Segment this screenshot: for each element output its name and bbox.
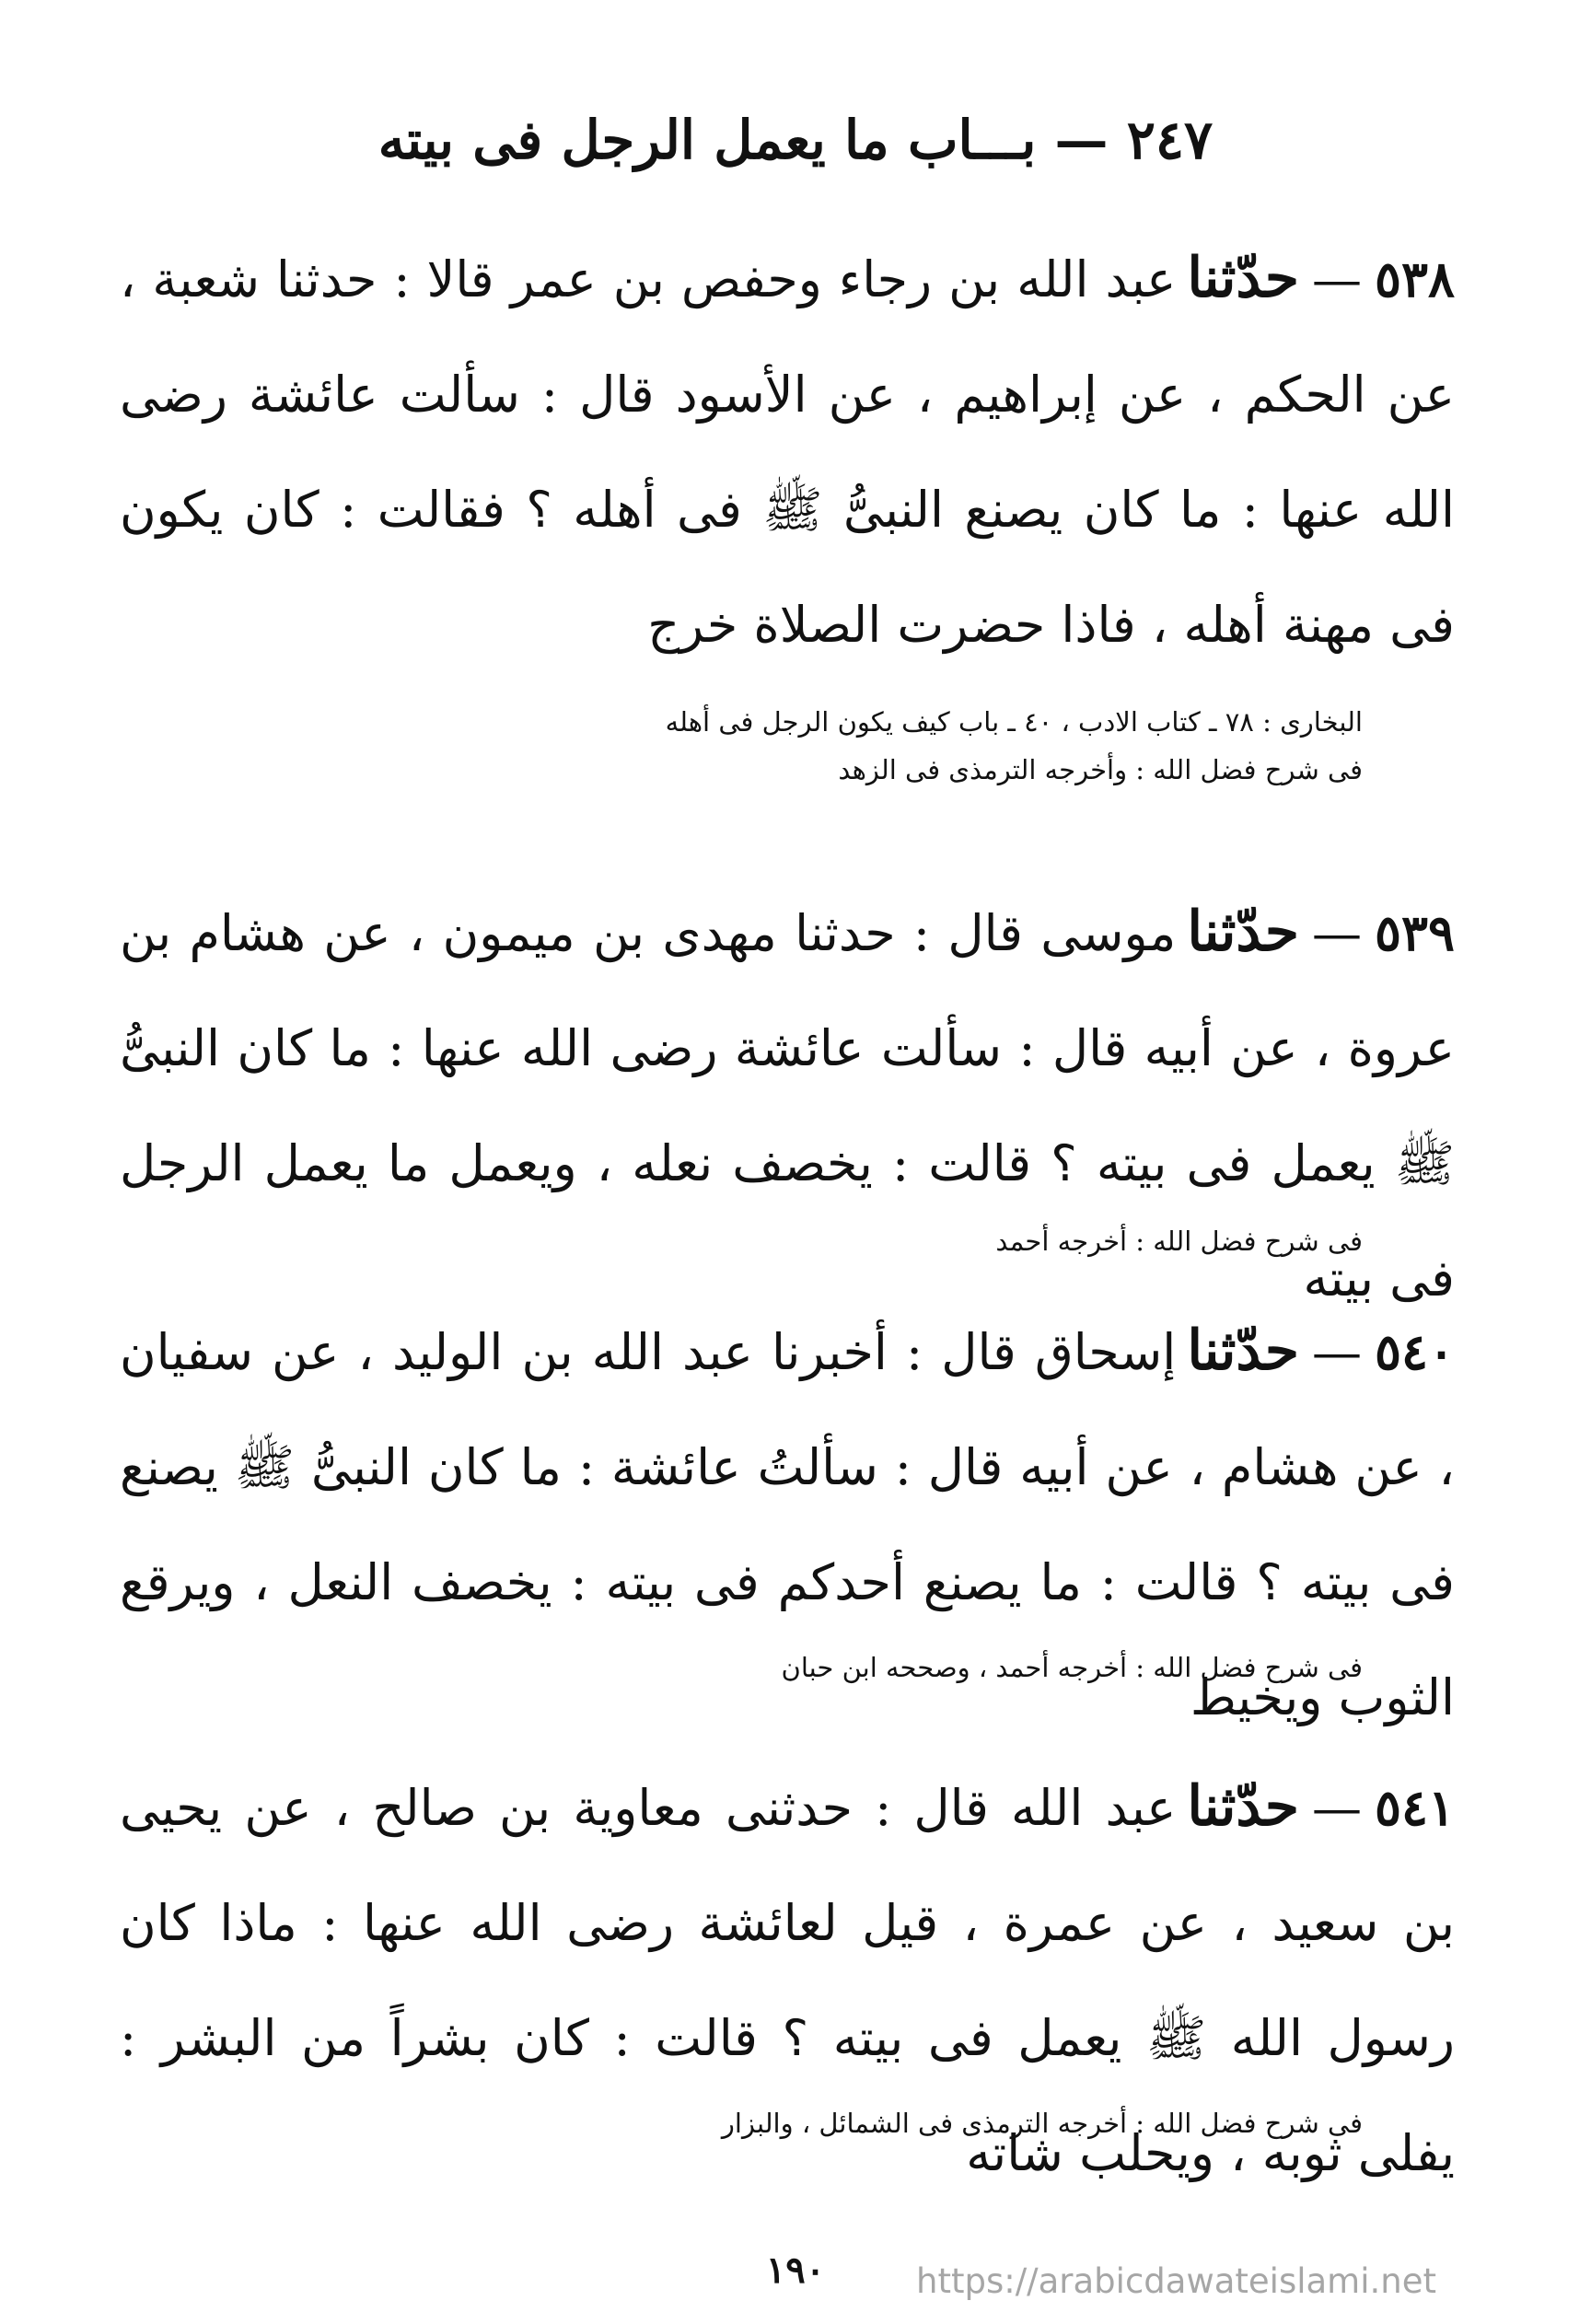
chapter-number: ٢٤٧ [1126,109,1214,171]
haddathana-word: حدّثنا [1187,900,1299,964]
chapter-bab-word: بـــاب [907,109,1037,171]
chapter-heading [0,109,1591,173]
hadith-number: ٥٣٩ [1374,903,1455,962]
hadith-notes [368,698,1363,794]
hadith-paragraph [120,875,1455,1336]
hadith-text: موسى قال : حدثنا مهدى بن ميمون ، عن هشام بن عروة ، عن أبيه قال : سألت عائشة رضى الله عنها : ما كان النبىُّ ﷺ يعمل فى بيته ؟ قالت : يخصف نعله ، ويعمل ما يعمل الرجل فى بيته [120,904,1456,1307]
hadith-notes [368,1644,1363,1691]
chapter-dash: — [1054,109,1109,171]
hadith-note-line: البخارى : ٧٨ ـ كتاب الادب ، ٤٠ ـ باب كيف يكون الرجل فى أهله [665,706,1363,738]
hadith-note-line: فى شرح فضل الله : وأخرجه الترمذى فى الزهد [838,754,1363,785]
page-number: ١٩٠ [765,2248,826,2292]
haddathana-word: حدّثنا [1187,246,1299,310]
hadith-notes [368,1217,1363,1265]
hadith-note-line: فى شرح فضل الله : أخرجه أحمد [995,1226,1363,1257]
hadith-dash: — [1311,1779,1362,1837]
hadith-text: إسحاق قال : أخبرنا عبد الله بن الوليد ، عن سفيان ، عن هشام ، عن أبيه قال : سألتُ عائشة : ما كان النبىُّ ﷺ يصنع فى بيته ؟ قالت : ما يصنع أحدكم فى بيته : يخصف النعل ، ويرقع الثوب ويخيط [120,1323,1455,1726]
hadith-paragraph [120,221,1455,682]
hadith-dash: — [1311,250,1362,308]
hadith-text: عبد الله بن رجاء وحفص بن عمر قالا : حدثنا شعبة ، عن الحكم ، عن إبراهيم ، عن الأسود قال : سألت عائشة رضى الله عنها : ما كان يصنع النبىُّ ﷺ فى أهله ؟ فقالت : كان يكون فى مهنة أهله ، فاذا حضرت الصلاة خرج [120,250,1455,654]
hadith-text: عبد الله قال : حدثنى معاوية بن صالح ، عن يحيى بن سعيد ، عن عمرة ، قيل لعائشة رضى الله عنها : ماذا كان رسول الله ﷺ يعمل فى بيته ؟ قالت : كان بشراً من البشر : يفلى ثوبه ، ويحلب شاته [120,1779,1455,2182]
chapter-title-text: ما يعمل الرجل فى بيته [377,109,889,171]
hadith-number: ٥٣٨ [1374,250,1455,308]
haddathana-word: حدّثنا [1187,1319,1299,1383]
haddathana-word: حدّثنا [1187,1774,1299,1839]
hadith-notes [368,2099,1363,2147]
hadith-dash: — [1311,904,1362,962]
hadith-note-line: فى شرح فضل الله : أخرجه أحمد ، وصححه ابن حبان [781,1652,1363,1683]
hadith-dash: — [1311,1323,1362,1381]
hadith-number: ٥٤١ [1374,1778,1455,1837]
watermark-url: https://arabicdawateislami.net [916,2261,1436,2301]
hadith-note-line: فى شرح فضل الله : أخرجه الترمذى فى الشمائل ، والبزار [721,2108,1363,2139]
hadith-number: ٥٤٠ [1374,1322,1455,1381]
